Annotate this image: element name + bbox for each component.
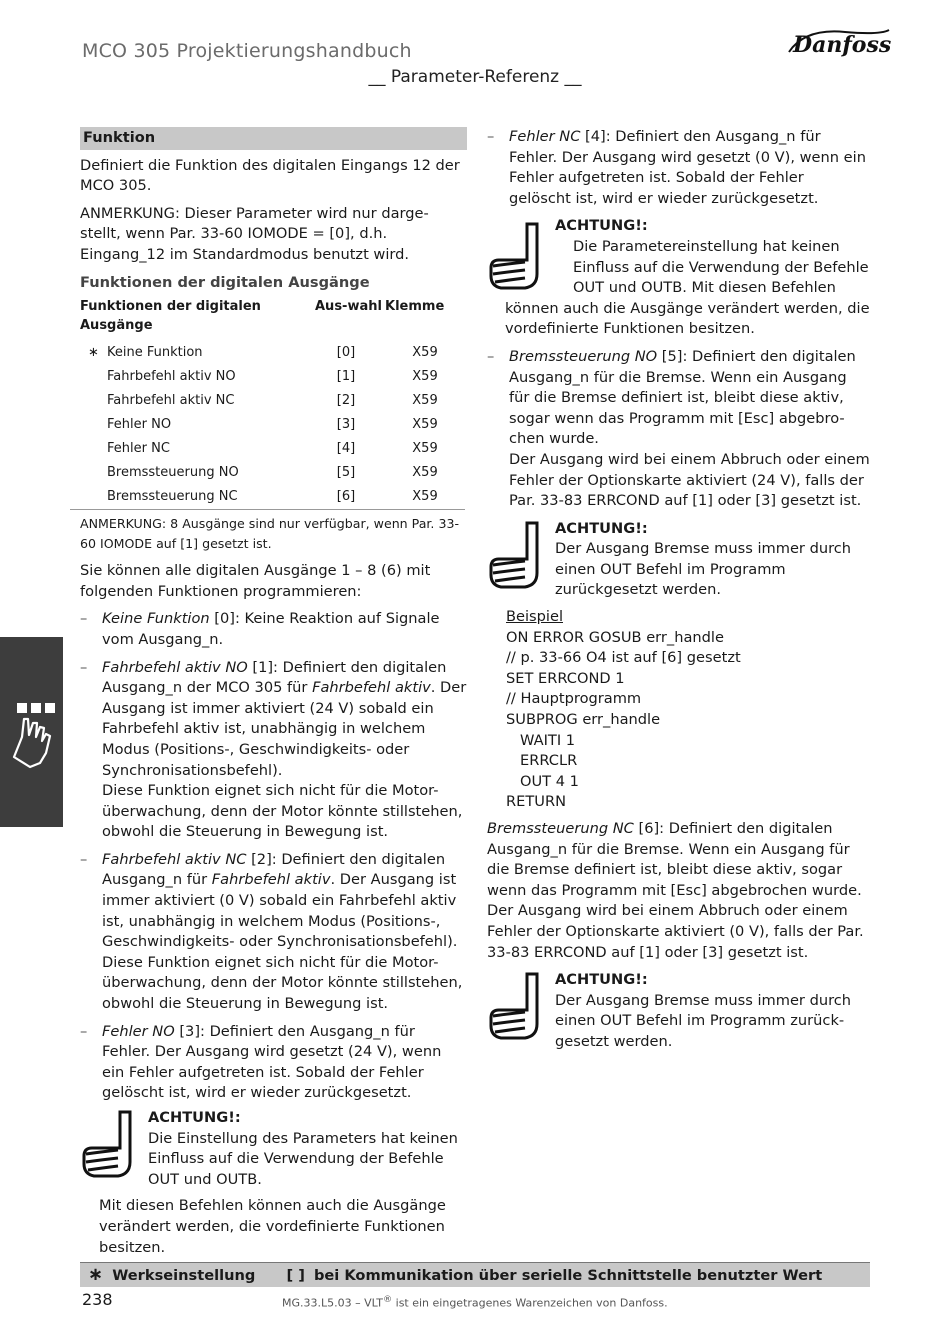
default-marker	[70, 461, 107, 485]
dash-bullet: –	[80, 1022, 88, 1040]
option-desc: [4]: Definiert den Ausgang_n für Fehler. Der Ausgang wird gesetzt (0 V), wenn ein Fehler aufgetreten ist. Sobald der Fehler gelöscht ist, wird er wieder zurückgesetzt.	[509, 128, 866, 207]
table-cell-name: Bremssteuerung NC	[107, 485, 307, 510]
table-cell-terminal: X59	[412, 464, 438, 480]
warning-text: Der Ausgang Bremse muss immer durch einen OUT Befehl im Programm zurückgesetzt werden.	[555, 540, 852, 599]
registered-mark: ®	[382, 1294, 393, 1305]
table-row	[70, 389, 465, 413]
logo-text: Danfoss	[793, 32, 892, 58]
option-desc: [3]: Definiert den Ausgang_n für Fehler. Der Ausgang wird gesetzt (24 V), wenn ein Fehler aufgetreten ist. Sobald der Fehler gelöscht ist, wird er wieder zurückgesetzt.	[102, 1022, 442, 1102]
bremssteuerung-nc-text	[487, 819, 870, 963]
code-line: // p. 33-66 O4 ist auf [6] gesetzt	[506, 649, 741, 667]
default-marker	[70, 365, 107, 389]
option-extra: Der Ausgang wird bei einem Abbruch oder einem Fehler der Optionskarte aktiviert (24 V), falls der Par. 33-83 ERRCOND auf [1] oder [3] gesetzt ist.	[509, 450, 870, 510]
warning-continuation: Mit diesen Befehlen können auch die Ausgänge verändert werden, die vordefinierte Funktionen besitzen.	[99, 1197, 446, 1256]
default-marker	[70, 389, 107, 413]
table-cell-terminal: X59	[412, 368, 438, 384]
section-title: __ Parameter-Referenz __	[368, 67, 582, 87]
warning-text: Die Einstellung des Parameters hat keinen Einfluss auf die Verwendung der Befehle OUT und OUTB.	[148, 1129, 458, 1188]
table-cell-name: Fehler NO	[107, 416, 172, 432]
table-cell-selection: [0]	[336, 344, 356, 360]
code-line: SUBPROG err_handle	[506, 711, 661, 729]
doc-code: MG.33.L5.03 – VLT	[282, 1296, 383, 1310]
warning-text: Die Parametereinstellung hat keinen Einfluss auf die Verwendung der Befehle OUT und OUTB. Mit diesen Befehlen	[573, 237, 869, 297]
danfoss-logo	[785, 22, 895, 62]
table-cell-selection: [1]	[336, 368, 356, 384]
functions-subheading: Funktionen der digitalen Ausgänge	[80, 273, 370, 291]
legend-brackets: [ ]	[286, 1267, 305, 1284]
intro-text: Definiert die Funktion des digitalen Eingangs 12 der MCO 305.	[80, 156, 460, 195]
option-desc: [1]: Definiert den digitalen Ausgang_n der MCO 305 für	[102, 658, 447, 697]
option-name: Bremssteuerung NO	[509, 347, 658, 365]
list-item	[487, 347, 870, 512]
table-header-selection: Aus-wahl	[315, 299, 382, 315]
warning-title: ACHTUNG!:	[555, 971, 648, 989]
trademark-text: ist ein eingetragenes Warenzeichen von Danfoss.	[392, 1296, 668, 1310]
code-line: ERRCLR	[520, 752, 578, 770]
table-cell-terminal: X59	[412, 440, 438, 456]
anmerkung-text: ANMERKUNG: Dieser Parameter wird nur darge-stellt, wenn Par. 33-60 IOMODE = [0], d.h. Eingang_12 im Standardmodus benutzt wird.	[80, 204, 429, 263]
warning-block	[487, 970, 870, 1052]
code-line: RETURN	[506, 793, 567, 811]
table-cell-selection: [5]	[336, 464, 356, 480]
code-line: OUT 4 1	[520, 772, 579, 790]
code-line: // Hauptprogramm	[506, 690, 642, 708]
option-desc-cont: . Der Ausgang ist immer aktiviert (24 V) sobald ein Fahrbefehl aktiv ist, unabhängig in welchem Modus (Positions-, Geschwindigkeits- oder Synchronisationsbefehl).	[102, 679, 467, 779]
table-cell-selection: [2]	[336, 392, 356, 408]
right-column	[487, 127, 870, 1059]
option-name: Fehler NC	[509, 128, 581, 145]
warning-block	[487, 519, 870, 601]
warning-title: ACHTUNG!:	[148, 1109, 241, 1126]
hand-pointer-icon	[0, 637, 63, 827]
option-desc: [2]: Definiert den digitalen Ausgang_n für	[102, 850, 446, 889]
table-cell-name: Fehler NC	[107, 440, 170, 456]
default-marker	[70, 485, 107, 510]
option-emphasis: Fahrbefehl aktiv	[312, 679, 431, 697]
functions-table	[70, 297, 465, 510]
table-row	[70, 365, 465, 389]
option-name: Fahrbefehl aktiv NO	[102, 658, 248, 676]
table-row	[70, 485, 465, 510]
option-name: Fahrbefehl aktiv NC	[102, 850, 247, 868]
funktion-heading: Funktion	[80, 127, 467, 150]
default-marker: ∗	[88, 1264, 104, 1285]
table-cell-terminal: X59	[412, 392, 438, 408]
dash-bullet: –	[80, 610, 88, 628]
table-cell-selection: [6]	[307, 485, 385, 510]
warning-continuation: können auch die Ausgänge verändert werden, die vordefinierte Funktionen besitzen.	[505, 299, 870, 338]
code-line: WAITI 1	[520, 731, 576, 749]
table-row	[70, 413, 465, 437]
example-heading: Beispiel	[506, 608, 563, 626]
table-cell-terminal: X59	[412, 344, 438, 360]
left-column	[80, 127, 467, 1265]
dash-bullet: –	[487, 128, 495, 145]
option-emphasis: Fahrbefehl aktiv	[211, 871, 331, 889]
option-desc: [5]: Definiert den digitalen Ausgang_n für die Bremse. Wenn ein Ausgang für die Bremse definiert ist, bleibt diese aktiv, sogar wenn das Programm mit [Esc] abgebro-chen wurde.	[509, 347, 856, 448]
warning-hand-icon	[487, 970, 543, 1042]
default-marker	[70, 437, 107, 461]
document-title: MCO 305 Projektierungshandbuch	[82, 40, 412, 62]
table-header-terminal: Klemme	[385, 299, 445, 315]
option-desc-cont: . Der Ausgang ist immer aktiviert (0 V) sobald ein Fahrbefehl aktiv ist, unabhängig in welchem Modus (Positions-, Geschwindigkeits- oder Synchronisationsbefehl). Diese Funktion eignet sich nicht für die Motor-überwachung, denn der Motor könnte stillstehen, obwohl die Steuerung in Bewegung ist.	[102, 871, 463, 1013]
warning-block	[80, 1108, 467, 1190]
table-cell-name: Keine Funktion	[107, 344, 203, 360]
option-name: Fehler NO	[102, 1022, 175, 1040]
legend-serial: bei Kommunikation über serielle Schnittstelle benutzter Wert	[313, 1267, 823, 1284]
page-number: 238	[82, 1290, 113, 1309]
option-extra: Diese Funktion eignet sich nicht für die Motor-überwachung, denn der Motor könnte stillstehen, obwohl die Steuerung in Bewegung ist.	[102, 782, 463, 841]
warning-hand-icon	[487, 220, 543, 292]
code-line: ON ERROR GOSUB err_handle	[506, 628, 724, 646]
table-cell-terminal: X59	[385, 485, 465, 510]
default-marker	[70, 413, 107, 437]
legend-default: Werkseinstellung	[112, 1267, 256, 1284]
table-header-function: Funktionen der digitalen Ausgänge	[80, 299, 261, 334]
default-marker: ∗	[88, 344, 99, 360]
option-desc: [0]: Keine Reaktion auf Signale vom Ausgang_n.	[102, 610, 440, 648]
dash-bullet: –	[487, 347, 495, 365]
option-desc: [6]: Definiert den digitalen Ausgang_n für die Bremse. Wenn ein Ausgang für die Bremse definiert ist, bleibt diese aktiv, sogar wenn das Programm mit [Esc] abgebrochen wurde. Der Ausgang wird bei einem Abbruch oder einem Fehler der Optionskarte aktiviert (0 V), falls der Par. 33-83 ERRCOND auf [1] oder [3] gesetzt ist.	[487, 820, 864, 961]
list-item	[80, 1022, 467, 1104]
footer-note	[282, 1294, 668, 1310]
list-item	[80, 658, 467, 843]
outputs-intro: Sie können alle digitalen Ausgänge 1 – 8 (6) mit folgenden Funktionen programmieren:	[80, 562, 431, 600]
list-item	[80, 850, 467, 1015]
option-name: Bremssteuerung NC	[487, 820, 634, 837]
warning-hand-icon	[487, 519, 543, 591]
table-cell-name: Fahrbefehl aktiv NC	[107, 392, 235, 408]
code-line: SET ERRCOND 1	[506, 669, 625, 687]
warning-title: ACHTUNG!:	[555, 519, 648, 537]
code-example	[506, 607, 870, 813]
warning-title: ACHTUNG!:	[555, 217, 648, 235]
table-row	[70, 437, 465, 461]
table-cell-terminal: X59	[412, 416, 438, 432]
chapter-tab	[0, 637, 63, 827]
option-name: Keine Funktion	[102, 610, 210, 628]
warning-text: Der Ausgang Bremse muss immer durch einen OUT Befehl im Programm zurück-gesetzt werden.	[555, 991, 852, 1050]
table-note: ANMERKUNG: 8 Ausgänge sind nur verfügbar, wenn Par. 33-60 IOMODE auf [1] gesetzt ist.	[80, 516, 460, 552]
table-row	[70, 461, 465, 485]
legend-bar	[80, 1262, 870, 1287]
warning-hand-icon	[80, 1108, 136, 1180]
table-cell-selection: [4]	[336, 440, 356, 456]
table-row	[70, 341, 465, 365]
table-cell-name: Fahrbefehl aktiv NO	[107, 368, 236, 384]
warning-block	[487, 216, 870, 298]
table-cell-name: Bremssteuerung NO	[107, 464, 239, 480]
dash-bullet: –	[80, 850, 88, 868]
list-item	[487, 127, 870, 209]
table-cell-selection: [3]	[336, 416, 356, 432]
list-item	[80, 609, 467, 650]
dash-bullet: –	[80, 658, 88, 676]
